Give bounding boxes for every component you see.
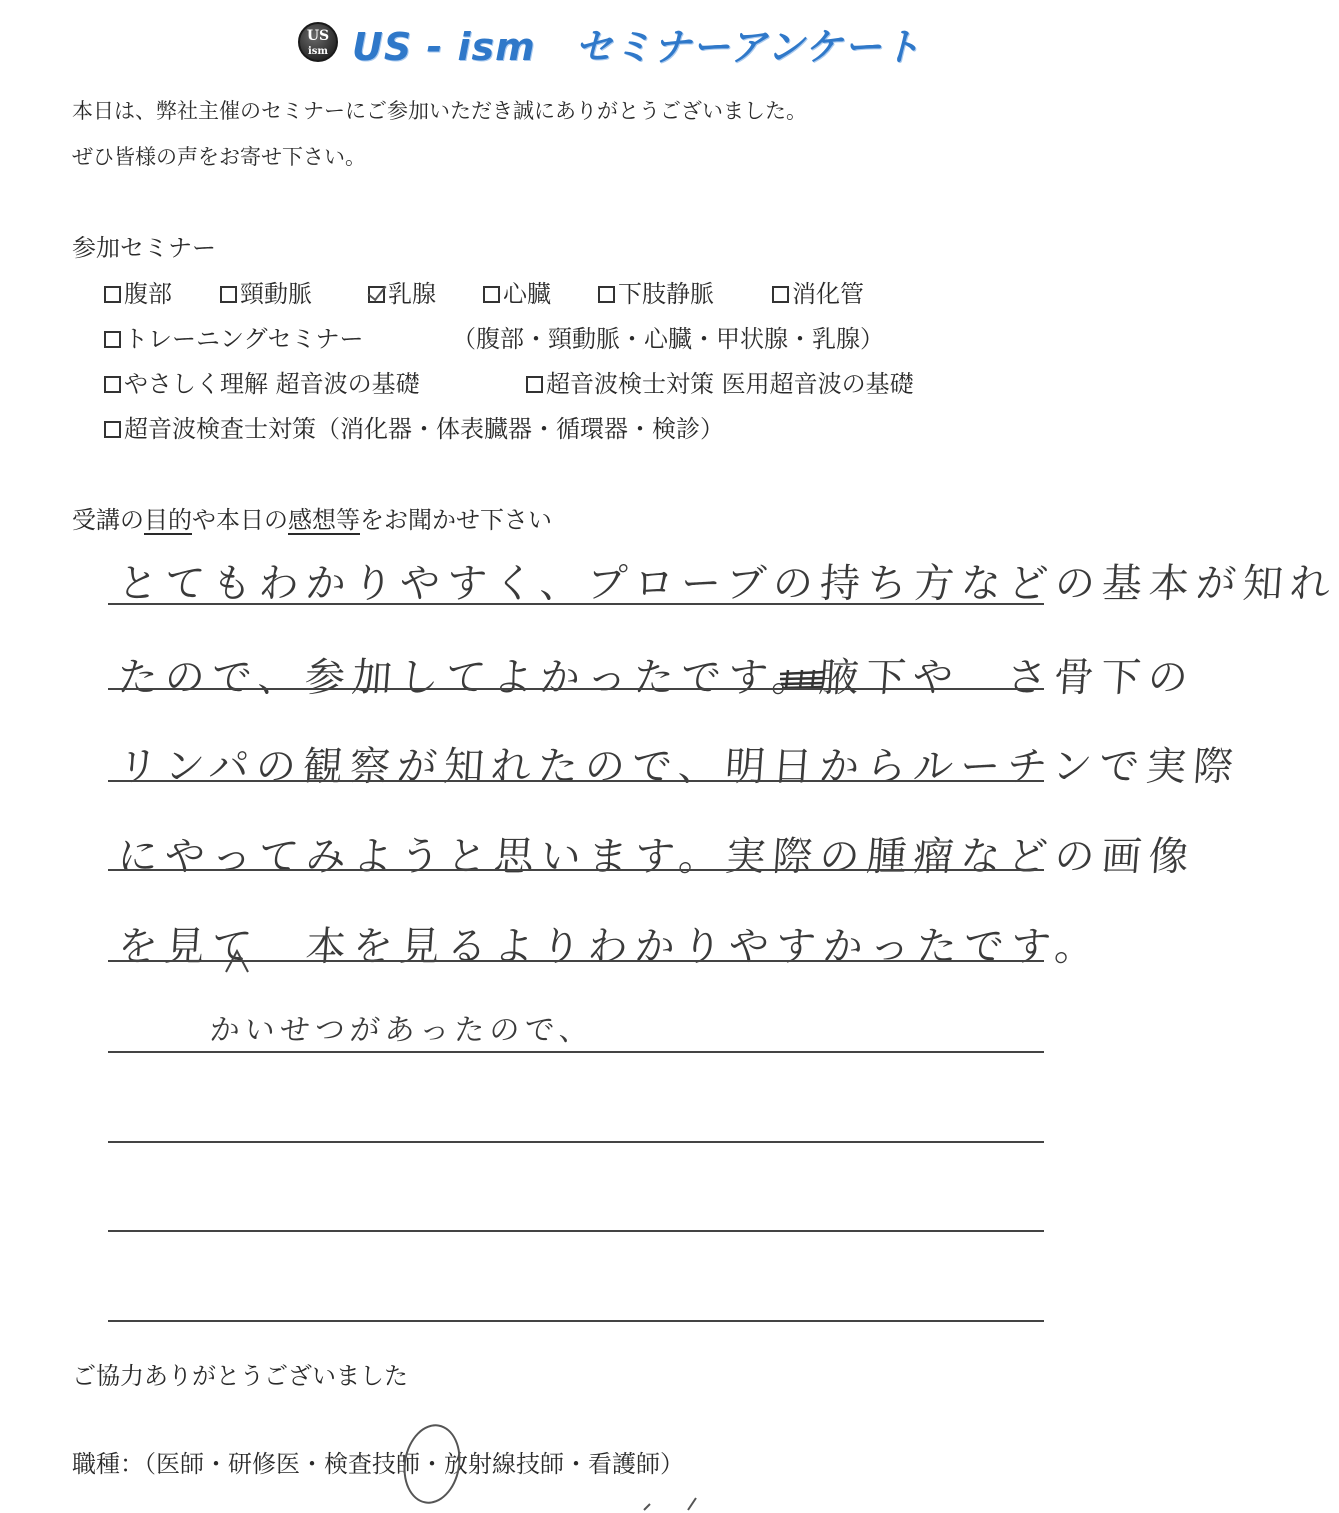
pen-scribble-icon (640, 1496, 700, 1513)
checkbox[interactable] (104, 331, 121, 348)
checkbox[interactable] (483, 286, 500, 303)
option-label: 心臓 (503, 280, 551, 308)
answer-line (108, 780, 1044, 782)
heading-part: や本日の (192, 506, 288, 534)
heading-underlined-impressions: 感想等 (288, 506, 360, 534)
handwritten-insertion: かいせつがあったので、 (208, 1013, 596, 1048)
answer-line (108, 1230, 1044, 1232)
handwritten-line-2: たので、参加してよかったです。腋下や さ骨下の (116, 655, 1197, 701)
answer-line (108, 960, 1044, 962)
option-technologist[interactable] (526, 364, 914, 399)
option-label: 乳腺 (388, 280, 436, 308)
option-carotid[interactable] (220, 274, 312, 309)
option-label: 超音波検査士対策（消化器・体表臓器・循環器・検診） (124, 415, 724, 443)
option-label: 超音波検士対策 医用超音波の基礎 (546, 370, 914, 398)
answer-line (108, 1051, 1044, 1053)
handwritten-line-1: とてもわかりやすく、プローブの持ち方などの基本が知れ (116, 561, 1339, 607)
option-basics[interactable] (104, 364, 420, 399)
answer-line (108, 603, 1044, 605)
option-label: やさしく理解 超音波の基礎 (124, 370, 420, 398)
logo-text-top: US (306, 28, 330, 44)
option-label: トレーニングセミナー (124, 325, 364, 353)
option-exam-prep[interactable] (104, 409, 724, 444)
checkbox[interactable] (526, 376, 543, 393)
scribble-strikeout-icon (778, 668, 826, 690)
handwritten-line-3: リンパの観察が知れたので、明日からルーチンで実際 (116, 744, 1242, 790)
option-label: 頸動脈 (240, 280, 312, 308)
checkbox[interactable] (104, 286, 121, 303)
logo-text-bottom: ism (307, 46, 328, 57)
handwritten-line-4: にやってみようと思います。実際の腫瘤などの画像 (116, 834, 1198, 880)
heading-part: 受講の (72, 506, 144, 534)
selection-circle-mark (397, 1420, 466, 1509)
comments-heading (72, 500, 552, 535)
seminar-heading: 参加セミナー (72, 234, 216, 262)
thanks-text: ご協力ありがとうございました (72, 1362, 408, 1390)
checkbox[interactable] (772, 286, 789, 303)
checkbox[interactable] (104, 376, 121, 393)
option-digestive[interactable] (772, 274, 864, 309)
option-abdomen[interactable] (104, 274, 172, 309)
option-training-seminar[interactable] (104, 319, 364, 354)
checkbox[interactable] (598, 286, 615, 303)
us-ism-logo (298, 22, 338, 62)
option-label: 腹部 (124, 280, 172, 308)
option-lower-limb-vein[interactable] (598, 274, 714, 309)
checkbox-checked[interactable] (368, 286, 385, 303)
intro-line-2: ぜひ皆様の声をお寄せ下さい。 (72, 145, 366, 169)
training-detail: （腹部・頸動脈・心臓・甲状腺・乳腺） (452, 325, 884, 353)
answer-line (108, 1320, 1044, 1322)
option-breast[interactable] (368, 274, 436, 309)
occupation-line: 職種：（医師・研修医・検査技師・放射線技師・看護師） (72, 1450, 684, 1478)
option-heart[interactable] (483, 274, 551, 309)
heading-part: をお聞かせ下さい (360, 506, 552, 534)
answer-line (108, 1141, 1044, 1143)
option-label: 下肢静脈 (618, 280, 714, 308)
checkbox[interactable] (220, 286, 237, 303)
option-label: 消化管 (792, 280, 864, 308)
heading-underlined-purpose: 目的 (144, 506, 192, 534)
intro-line-1: 本日は、弊社主催のセミナーにご参加いただき誠にありがとうございました。 (72, 99, 807, 123)
answer-line (108, 869, 1044, 871)
page-title: US - ism セミナーアンケート (352, 25, 922, 69)
answer-line (108, 688, 1044, 690)
checkbox[interactable] (104, 421, 121, 438)
handwritten-line-5: を見て 本を見るよりわかりやすかったです。 (116, 924, 1104, 970)
